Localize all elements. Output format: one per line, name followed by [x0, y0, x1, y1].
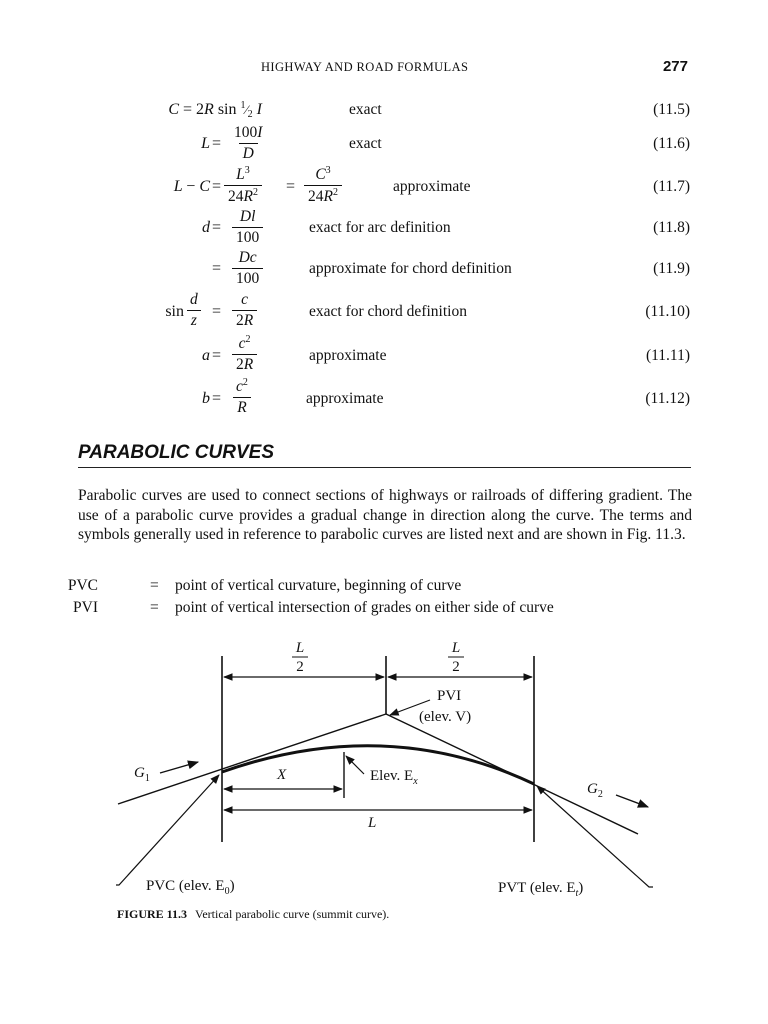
elev-ex-label: Elev. $E_x$: [370, 768, 418, 787]
equation-11-10: [0, 293, 768, 329]
fraction: $\frac{c^2}{R}$: [232, 377, 252, 417]
equals-sign: =: [212, 347, 222, 364]
equation-number: (11.8): [653, 219, 690, 236]
fraction: $\frac{Dl}{100}$: [232, 208, 263, 247]
pvi-label: PVI: [437, 688, 462, 704]
equation-description: exact: [349, 101, 382, 118]
definition-term: PVC: [67, 577, 98, 594]
fraction: $\frac{Dc}{100}$: [232, 249, 263, 288]
grade-line-g1: [118, 714, 386, 804]
caption-label: FIGURE 11.3: [117, 907, 188, 921]
equation-number: (11.9): [653, 260, 690, 277]
length-label: L: [368, 815, 377, 831]
equation-description: approximate for chord definition: [309, 260, 512, 277]
equation-description: approximate: [309, 347, 387, 364]
definition-pvi: [38, 599, 738, 619]
equation-number: (11.10): [645, 303, 690, 320]
body-paragraph: [78, 486, 692, 545]
page-number: 277: [662, 58, 688, 75]
equals-sign: =: [212, 178, 222, 195]
definition-term: PVI: [73, 599, 98, 616]
equation-11-6: [0, 126, 768, 162]
x-label: X: [277, 767, 287, 783]
pvc-label: PVC (elev. $E_0$): [146, 878, 235, 897]
caption-text: Vertical parabolic curve (summit curve).: [195, 907, 390, 921]
pvc-leader: [116, 775, 219, 885]
equals-sign: =: [212, 219, 222, 236]
equation-description: exact for chord definition: [309, 303, 467, 320]
sin-label: sin: [165, 303, 184, 320]
equation-11-12: [0, 377, 768, 416]
half-length-denominator-right: 2: [452, 659, 460, 675]
equation-lhs: L − C: [173, 178, 210, 195]
equation-lhs: L: [201, 135, 210, 152]
g2-label: $G_2$: [587, 781, 603, 800]
figure-caption: [117, 907, 389, 922]
equation-lhs: d: [202, 219, 210, 236]
pvt-label: PVT (elev. $E_t$): [498, 880, 584, 899]
equation-description: approximate: [393, 178, 471, 195]
equation-11-7: [0, 165, 768, 205]
half-length-denominator-left: 2: [296, 659, 304, 675]
elev-ex-leader: [346, 756, 364, 774]
equals-sign: =: [212, 135, 222, 152]
equation-number: (11.11): [645, 347, 690, 364]
equation-11-8: [0, 210, 768, 246]
pvi-elev-label: (elev. V): [419, 709, 472, 725]
g1-direction-arrow: [160, 762, 198, 773]
equation-11-11: [0, 334, 768, 373]
fraction: $\frac{C^3}{24R^2}$: [304, 165, 342, 206]
section-rule: [78, 467, 691, 468]
equation-description: approximate: [306, 390, 384, 407]
equals-sign: =: [212, 260, 222, 277]
definition-meaning: point of vertical curvature, beginning of curve: [175, 577, 462, 594]
equation-number: (11.7): [653, 178, 690, 195]
fraction: $\frac{100I}{D}$: [234, 124, 263, 162]
running-head: HIGHWAY AND ROAD FORMULAS: [261, 60, 469, 74]
equation-number: (11.6): [653, 135, 690, 152]
pvt-leader: [537, 786, 653, 887]
equation-expression: C = 2R $\sin ^1⁄_2$ I: [168, 100, 262, 120]
paragraph-text: Parabolic curves are used to connect sections of highways or railroads of differing gradient. The use of a parabolic curve provides a gradual change in direction along the curve. The terms and symbols generally used in reference to parabolic curves are listed next and are shown in Fig. 11.3.: [78, 487, 692, 543]
g2-direction-arrow: [616, 795, 648, 807]
fraction: $\frac{c}{2R}$: [232, 291, 257, 330]
equation-lhs: b: [202, 390, 210, 407]
definition-pvc: [38, 577, 738, 597]
equation-number: (11.12): [645, 390, 690, 407]
equation-description: exact for arc definition: [309, 219, 451, 236]
fraction: $\frac{d}{z}$: [186, 291, 202, 330]
half-length-numerator-right: L: [451, 640, 461, 656]
fraction: $\frac{L^3}{24R^2}$: [224, 165, 262, 206]
g1-label: $G_1$: [134, 765, 150, 784]
definition-meaning: point of vertical intersection of grades on either side of curve: [175, 599, 554, 616]
parabolic-curve-figure: [100, 632, 670, 902]
half-length-numerator-left: L: [295, 640, 305, 656]
equation-description: exact: [349, 135, 382, 152]
definition-equals: =: [150, 599, 159, 616]
equals-sign: =: [286, 178, 296, 195]
equation-11-9: [0, 251, 768, 287]
equals-sign: =: [212, 303, 222, 320]
section-title: PARABOLIC CURVES: [78, 442, 274, 463]
equation-lhs: a: [202, 347, 210, 364]
equals-sign: =: [212, 390, 222, 407]
definition-equals: =: [150, 577, 159, 594]
equation-number: (11.5): [653, 101, 690, 118]
fraction: $\frac{c^2}{2R}$: [232, 334, 257, 374]
